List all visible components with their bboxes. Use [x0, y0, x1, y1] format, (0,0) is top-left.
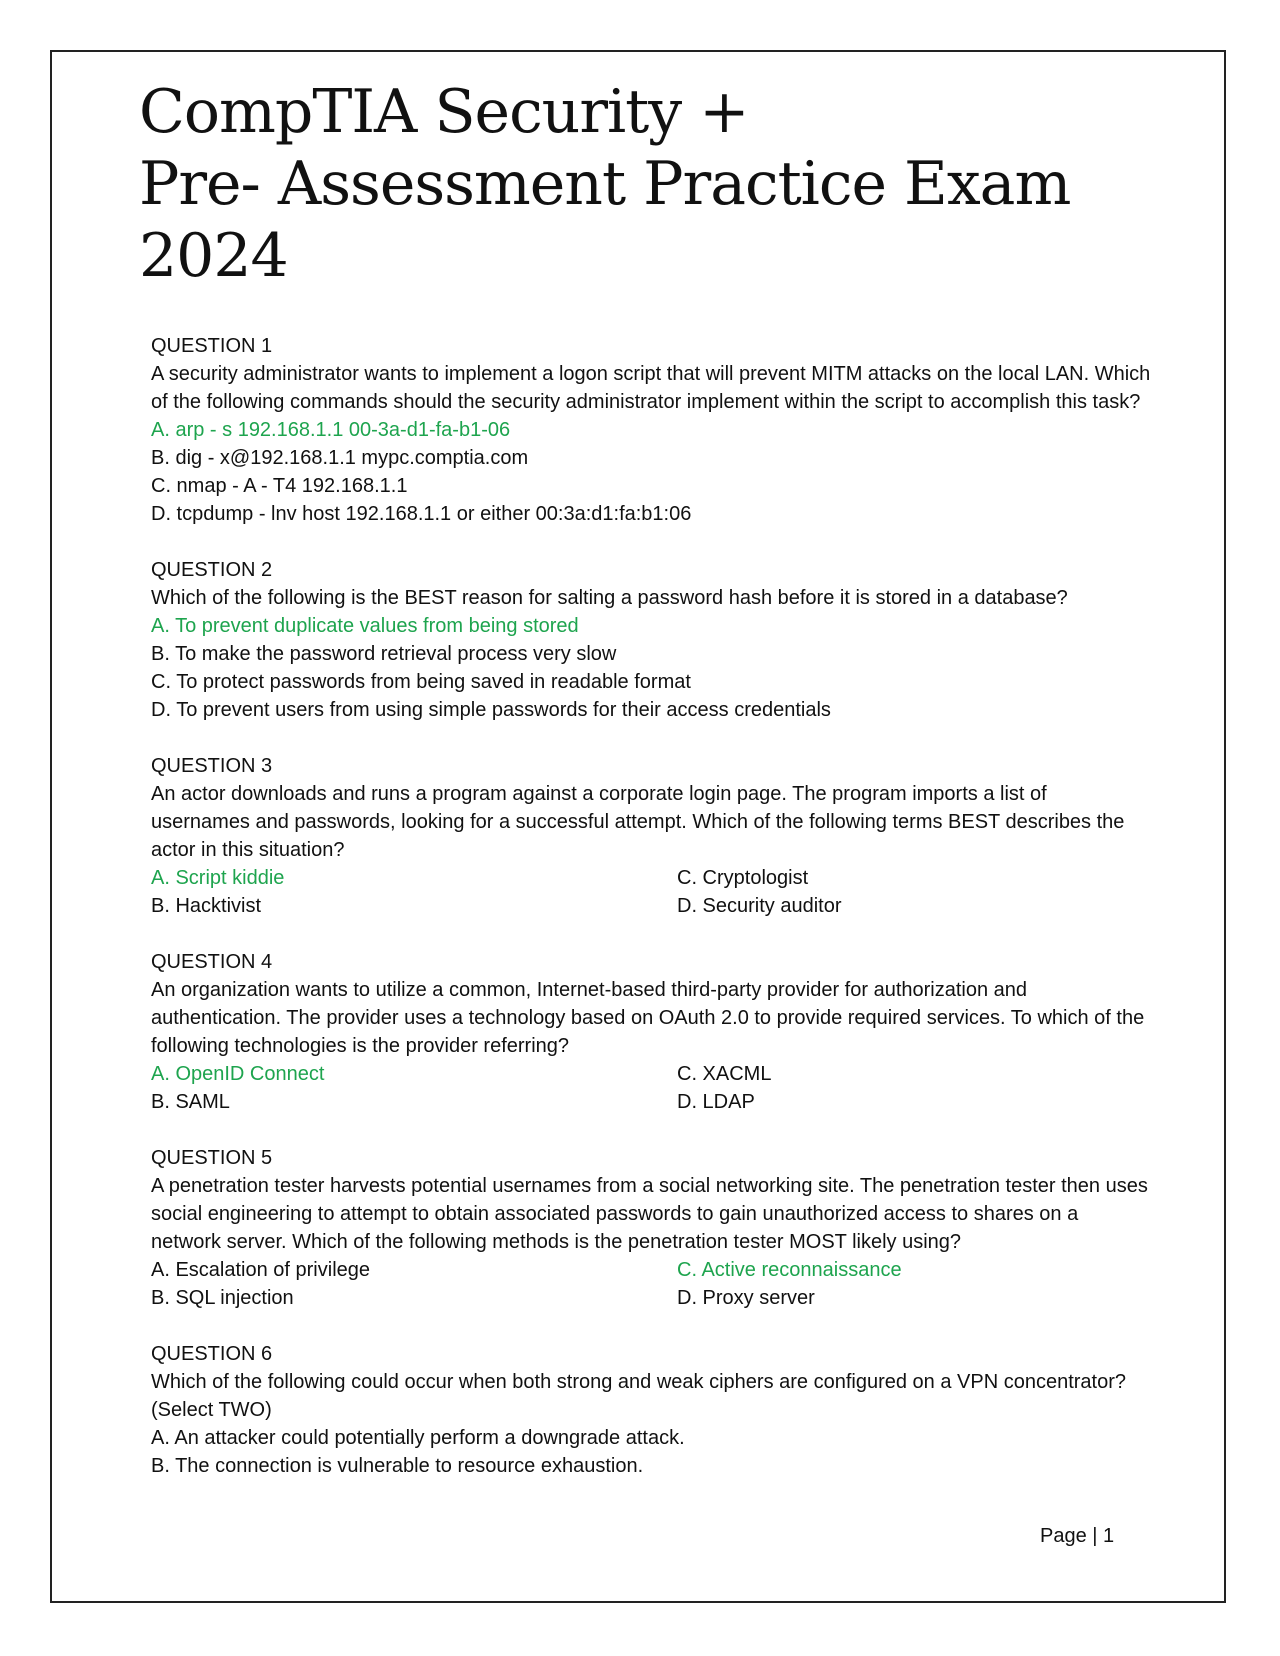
answer-option-correct: A. Script kiddie — [151, 867, 285, 889]
question-text: An actor downloads and runs a program against a corporate login page. The program imports a list of usernames and passwords, looking for a successful attempt. Which of the following terms BEST describes the actor in this situation? — [151, 783, 1125, 861]
answer-options — [151, 1424, 1151, 1480]
answer-option: D. To prevent users from using simple passwords for their access credentials — [151, 699, 831, 721]
answer-option: D. Proxy server — [677, 1287, 815, 1309]
answer-option-correct: C. Active reconnaissance — [677, 1259, 902, 1281]
answer-option: C. XACML — [677, 1063, 772, 1085]
question-4 — [151, 948, 1151, 1116]
answer-options — [151, 612, 1151, 724]
question-5 — [151, 1144, 1151, 1312]
question-6 — [151, 1340, 1151, 1480]
answer-option-correct: A. OpenID Connect — [151, 1063, 325, 1085]
page-number: Page | 1 — [1040, 1525, 1115, 1547]
answer-option: B. SAML — [151, 1091, 230, 1113]
answer-option: B. To make the password retrieval process very slow — [151, 643, 617, 665]
answer-option: D. LDAP — [677, 1091, 755, 1113]
answer-option: A. An attacker could potentially perform a downgrade attack. — [151, 1427, 685, 1449]
answer-option: B. dig - x@192.168.1.1 mypc.comptia.com — [151, 447, 529, 469]
answer-options — [151, 1256, 1151, 1312]
answer-options — [151, 1060, 1151, 1116]
question-text: Which of the following is the BEST reason for salting a password hash before it is stored in a database? — [151, 587, 1068, 609]
question-2 — [151, 556, 1151, 724]
question-text: Which of the following could occur when both strong and weak ciphers are configured on a VPN concentrator? (Select TWO) — [151, 1371, 1126, 1421]
document-title — [139, 76, 1139, 292]
question-heading: QUESTION 6 — [151, 1343, 273, 1365]
answer-option: A. Escalation of privilege — [151, 1259, 371, 1281]
question-text: A penetration tester harvests potential usernames from a social networking site. The penetration tester then uses social engineering to attempt to obtain associated passwords to gain unauthorized access to shares on a network server. Which of the following methods is the penetration tester MOST likely using? — [151, 1175, 1148, 1253]
answer-option: D. Security auditor — [677, 895, 842, 917]
answer-option: D. tcpdump - lnv host 192.168.1.1 or either 00:3a:d1:fa:b1:06 — [151, 503, 692, 525]
title-line-2: Pre- Assessment Practice Exam — [139, 149, 1071, 219]
question-list — [151, 332, 1151, 1508]
question-heading: QUESTION 4 — [151, 951, 273, 973]
answer-options — [151, 864, 1151, 920]
question-heading: QUESTION 3 — [151, 755, 273, 777]
answer-option-correct: A. To prevent duplicate values from being stored — [151, 615, 579, 637]
answer-option: C. Cryptologist — [677, 867, 809, 889]
answer-option: B. Hacktivist — [151, 895, 262, 917]
question-text: A security administrator wants to implement a logon script that will prevent MITM attacks on the local LAN. Which of the following commands should the security administrator implement within the script to accomplish this task? — [151, 363, 1151, 413]
answer-option: C. nmap - A - T4 192.168.1.1 — [151, 475, 408, 497]
question-heading: QUESTION 2 — [151, 559, 273, 581]
question-3 — [151, 752, 1151, 920]
title-line-3: 2024 — [139, 221, 288, 291]
question-1 — [151, 332, 1151, 528]
answer-option: B. The connection is vulnerable to resource exhaustion. — [151, 1455, 644, 1477]
question-heading: QUESTION 5 — [151, 1147, 273, 1169]
question-heading: QUESTION 1 — [151, 335, 273, 357]
answer-option-correct: A. arp - s 192.168.1.1 00-3a-d1-fa-b1-06 — [151, 419, 511, 441]
answer-options — [151, 416, 1151, 528]
answer-option: C. To protect passwords from being saved in readable format — [151, 671, 691, 693]
question-text: An organization wants to utilize a common, Internet-based third-party provider for authorization and authentication. The provider uses a technology based on OAuth 2.0 to provide required services. To which of the following technologies is the provider referring? — [151, 979, 1145, 1057]
answer-option: B. SQL injection — [151, 1287, 294, 1309]
title-line-1: CompTIA Security + — [139, 77, 749, 147]
